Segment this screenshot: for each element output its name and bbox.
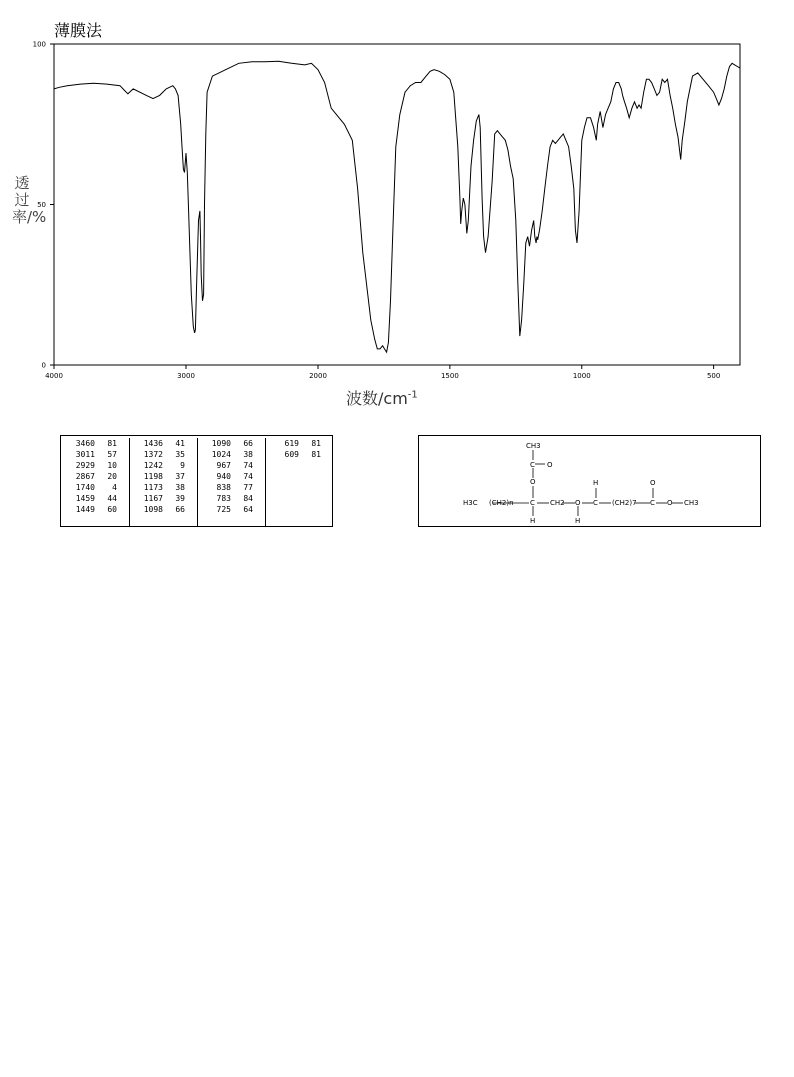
peak-wavenumber: 838 [216,483,231,492]
peak-row [129,504,197,515]
struct-h-1: H [530,517,536,525]
struct-ch2: CH2 [550,499,565,507]
peak-row [61,460,129,471]
peak-transmittance: 20 [107,472,117,481]
peak-row [129,493,197,504]
peak-row [197,449,265,460]
struct-c-2: C [593,499,598,507]
struct-c-carbonyl: C [650,499,655,507]
y-tick-label: 100 [32,40,46,49]
peak-transmittance: 81 [311,450,321,459]
peak-wavenumber: 619 [284,439,299,448]
x-axis-label: 波数$/cm^{-1}$ [346,389,418,408]
peak-row [129,460,197,471]
peak-row [265,449,333,460]
struct-h3c-left: H3C [463,499,478,507]
x-tick-label: 1500 [440,372,459,380]
x-tick-label: 1000 [572,372,591,380]
struct-ester-o-1: O [530,478,536,486]
peak-transmittance: 81 [311,439,321,448]
peak-wavenumber: 1372 [143,450,163,459]
peak-transmittance: 41 [175,439,185,448]
peak-transmittance: 10 [107,461,117,470]
struct-ch3-right: CH3 [684,499,699,507]
peak-row [197,493,265,504]
ir-spectrum-chart [0,0,794,420]
peak-wavenumber: 1436 [143,439,163,448]
x-tick-label: 2000 [309,372,327,380]
peak-transmittance: 38 [175,483,185,492]
peak-transmittance: 57 [107,450,117,459]
x-axis-label-main: 波数 [346,389,379,408]
peak-row [197,438,265,449]
peak-column [129,438,198,526]
struct-o-ester-2: O [667,499,673,507]
peak-table [60,435,333,527]
y-axis-label: 透过率/% [12,174,47,226]
peak-wavenumber: 1090 [211,439,231,448]
peak-row [61,449,129,460]
struct-ch3-top: CH3 [526,442,541,450]
peak-wavenumber: 1242 [143,461,163,470]
peak-transmittance: 9 [180,461,185,470]
structure-svg [419,436,762,528]
spectrum-line [54,61,740,352]
peak-wavenumber: 940 [216,472,231,481]
peak-column [61,438,130,526]
peak-wavenumber: 783 [216,494,231,503]
peak-transmittance: 35 [175,450,185,459]
peak-wavenumber: 1024 [211,450,231,459]
peak-transmittance: 44 [107,494,117,503]
peak-transmittance: 39 [175,494,185,503]
peak-row [197,504,265,515]
chart-axes [50,44,740,369]
struct-c-top: C [530,461,535,469]
peak-row [129,449,197,460]
x-tick-label: 3000 [177,372,195,380]
peak-row [129,438,197,449]
peak-row [61,493,129,504]
peak-transmittance: 60 [107,505,117,514]
peak-wavenumber: 1167 [143,494,163,503]
peak-row [61,504,129,515]
peak-wavenumber: 3460 [75,439,95,448]
x-tick-label: 500 [706,372,721,380]
peak-transmittance: 66 [175,505,185,514]
peak-wavenumber: 725 [216,505,231,514]
peak-wavenumber: 967 [216,461,231,470]
struct-h-2: H [593,479,599,487]
peak-wavenumber: 3011 [75,450,95,459]
peak-wavenumber: 1740 [75,483,95,492]
peak-transmittance: 84 [243,494,253,503]
x-tick-label: 4000 [45,372,63,380]
peak-transmittance: 37 [175,472,185,481]
peak-transmittance: 74 [243,461,253,470]
peak-row [197,460,265,471]
peak-column [265,438,333,526]
peak-row [197,482,265,493]
peak-transmittance: 74 [243,472,253,481]
structure-diagram [418,435,761,527]
peak-transmittance: 77 [243,483,253,492]
peak-row [61,438,129,449]
y-tick-label: 0 [41,361,46,370]
peak-transmittance: 81 [107,439,117,448]
struct-h-ether: H [575,517,581,525]
y-tick-label: 50 [37,201,46,209]
peak-wavenumber: 2867 [75,472,95,481]
peak-row [129,471,197,482]
struct-chain-1: (CH2)n [489,499,514,507]
struct-o-ether: O [575,499,581,507]
struct-c-mid: C [530,499,535,507]
peak-row [61,471,129,482]
peak-wavenumber: 2929 [75,461,95,470]
method-title: 薄膜法 [54,21,103,40]
peak-wavenumber: 1459 [75,494,95,503]
peak-row [61,482,129,493]
peak-transmittance: 66 [243,439,253,448]
peak-transmittance: 38 [243,450,253,459]
peak-row [265,438,333,449]
tick-labels [33,41,721,381]
peak-wavenumber: 609 [284,450,299,459]
plot-frame [54,44,740,365]
struct-carbonyl-o-2: O [650,479,656,487]
peak-wavenumber: 1098 [143,505,163,514]
peak-row [197,471,265,482]
peak-wavenumber: 1449 [75,505,95,514]
x-axis-label-exponent: -1 [407,389,418,401]
peak-row [129,482,197,493]
x-axis-label-unit: cm [383,389,408,408]
struct-chain-2: (CH2)7 [612,499,637,507]
struct-carbonyl-o-1: O [547,461,553,469]
peak-column [197,438,266,526]
peak-wavenumber: 1173 [143,483,163,492]
peak-transmittance: 64 [243,505,253,514]
peak-wavenumber: 1198 [143,472,163,481]
peak-transmittance: 4 [112,483,117,492]
